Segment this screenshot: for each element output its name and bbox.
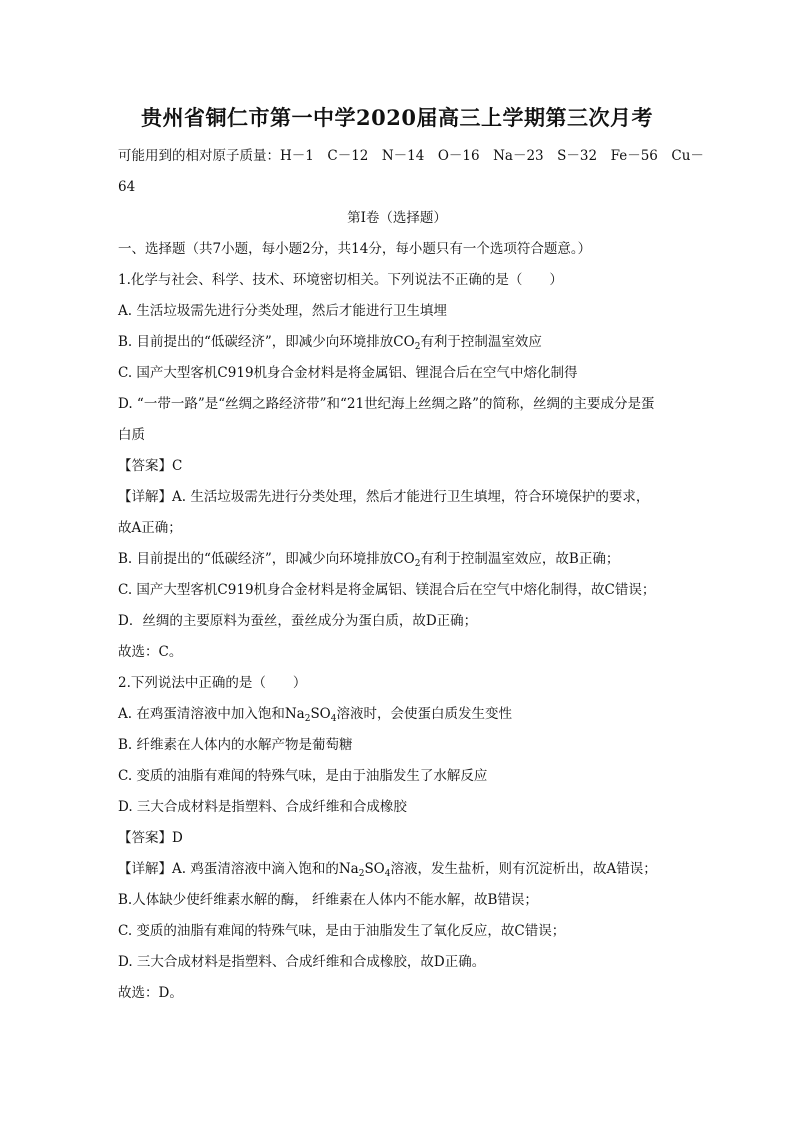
page-title: 贵州省铜仁市第一中学2020届高三上学期第三次月考 — [141, 105, 653, 130]
question-1-option-d-continuation: 白质 — [118, 427, 145, 443]
question-1-answer: 【答案】C — [118, 458, 183, 474]
explanation-a-text-end: 溶液，发生盐析，则有沉淀析出，故A错误； — [390, 861, 657, 877]
explanation-b-text: B. 目前提出的“低碳经济”，即减少向环境排放CO — [118, 551, 415, 567]
atomic-masses-continuation: 64 — [118, 179, 136, 195]
question-2-explanation-d: D. 三大合成材料是指塑料、合成纤维和合成橡胶，故D正确。 — [118, 954, 486, 970]
subscript: 2 — [414, 559, 421, 569]
subscript: 2 — [414, 342, 421, 352]
explanation-a-text-mid: SO — [364, 861, 385, 877]
question-2-answer: 【答案】D — [118, 830, 183, 846]
question-1-option-d: D. “一带一路”是“丝绸之路经济带”和“21世纪海上丝绸之路”的简称，丝绸的主要成分是蛋 — [118, 396, 655, 412]
subscript: 4 — [330, 714, 337, 724]
explanation-b-text-end: 有利于控制温室效应，故B正确； — [420, 551, 620, 567]
question-2-explanation-a — [118, 860, 657, 878]
option-a-text-end: 溶液时，会使蛋白质发生变性 — [336, 706, 512, 722]
question-1-conclusion: 故选：C。 — [118, 644, 183, 660]
question-1-explanation-a-continuation: 故A正确； — [118, 520, 182, 536]
question-1-option-a: A. 生活垃圾需先进行分类处理，然后才能进行卫生填埋 — [118, 303, 447, 319]
subscript: 2 — [358, 869, 365, 879]
question-2-explanation-b: B.人体缺少使纤维素水解的酶， 纤维素在人体内不能水解，故B错误； — [118, 892, 538, 908]
question-1-explanation-b — [118, 550, 619, 568]
subscript: 4 — [384, 869, 391, 879]
explanation-a-text: 【详解】A. 鸡蛋清溶液中滴入饱和的Na — [118, 861, 359, 877]
option-b-text-end: 有利于控制温室效应 — [420, 334, 542, 350]
atomic-masses-line: 可能用到的相对原子质量：H－1 C－12 N－14 O－16 Na－23 S－32 Fe－56 Cu－ — [118, 148, 704, 164]
question-1-option-b — [118, 333, 542, 351]
question-2-option-c: C. 变质的油脂有难闻的特殊气味，是由于油脂发生了水解反应 — [118, 768, 488, 784]
section-heading: 一、选择题（共7小题，每小题2分，共14分，每小题只有一个选项符合题意。） — [118, 241, 592, 257]
question-1-explanation-d: D．丝绸的主要原料为蚕丝，蚕丝成分为蛋白质，故D正确； — [118, 613, 478, 629]
question-1-explanation-a: 【详解】A. 生活垃圾需先进行分类处理，然后才能进行卫生填埋，符合环境保护的要求， — [118, 489, 650, 505]
option-a-text-mid: SO — [310, 706, 331, 722]
subscript: 2 — [304, 714, 311, 724]
option-a-text: A. 在鸡蛋清溶液中加入饱和Na — [118, 706, 305, 722]
question-2-option-b: B. 纤维素在人体内的水解产物是葡萄糖 — [118, 737, 353, 753]
question-1-option-c: C. 国产大型客机C919机身合金材料是将金属铝、锂混合后在空气中熔化制得 — [118, 365, 578, 381]
question-1-explanation-c: C. 国产大型客机C919机身合金材料是将金属铝、镁混合后在空气中熔化制得，故C错误； — [118, 582, 656, 598]
question-2-stem: 2.下列说法中正确的是（ ） — [118, 675, 307, 691]
option-b-text: B. 目前提出的“低碳经济”，即减少向环境排放CO — [118, 334, 415, 350]
question-2-explanation-c: C. 变质的油脂有难闻的特殊气味，是由于油脂发生了氧化反应，故C错误； — [118, 923, 566, 939]
question-2-option-d: D. 三大合成材料是指塑料、合成纤维和合成橡胶 — [118, 799, 407, 815]
question-2-conclusion: 故选：D。 — [118, 985, 183, 1001]
volume-label: 第Ⅰ卷（选择题） — [347, 210, 447, 226]
question-1-stem: 1.化学与社会、科学、技术、环境密切相关。下列说法不正确的是（ ） — [118, 272, 563, 288]
question-2-option-a — [118, 705, 512, 723]
